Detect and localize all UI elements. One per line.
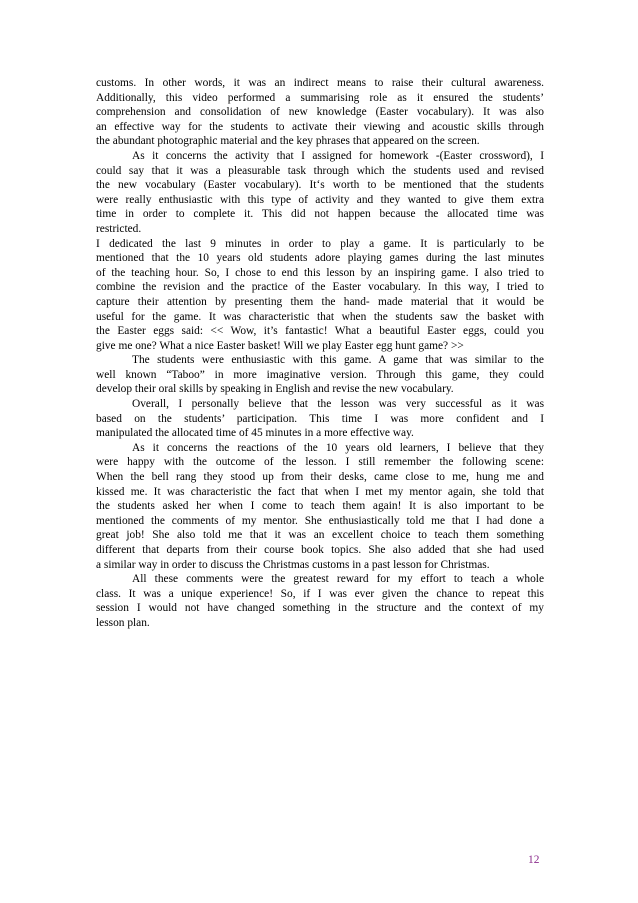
text-line: lesson plan. xyxy=(96,616,150,629)
text-line: were really enthusiastic with this type of activity and they wanted to give them extra xyxy=(96,193,544,206)
body-text xyxy=(96,76,544,631)
text-line: different that departs from their course book topics. She also added that she had used xyxy=(96,544,544,556)
text-line: customs. In other words, it was an indirect means to raise their cultural awareness. xyxy=(96,77,544,89)
text-line: Additionally, this video performed a summarising role as it ensured the students’ xyxy=(96,91,544,104)
text-line: I dedicated the last 9 minutes in order to play a game. It is particularly to be xyxy=(96,237,544,250)
text-line: time in order to complete it. This did not happen because the allocated time was xyxy=(96,208,544,221)
text-line: well known “Taboo” in more imaginative version. Through this game, they could xyxy=(96,368,544,381)
page-number: 12 xyxy=(528,854,540,866)
text-line: session I would not have changed something in the structure and the context of my xyxy=(96,602,544,615)
text-line: Overall, I personally believe that the lesson was very successful as it was xyxy=(132,398,544,411)
text-line: could say that it was a pleasurable task through which the students used and revised xyxy=(96,164,544,177)
text-line: manipulated the allocated time of 45 minutes in a more effective way. xyxy=(96,427,414,440)
text-line: class. It was a unique experience! So, if I was ever given the chance to repeat this xyxy=(96,587,544,600)
text-line: kissed me. It was characteristic the fact that when I met my mentor again, she told that xyxy=(96,485,544,498)
text-line: give me one? What a nice Easter basket! Will we play Easter egg hunt game? >> xyxy=(96,339,464,352)
text-line: As it concerns the activity that I assigned for homework -(Easter crossword), I xyxy=(132,149,544,162)
text-line: comprehension and consolidation of new knowledge (Easter vocabulary). It was also xyxy=(96,106,544,119)
text-line: of the teaching hour. So, I chose to end this lesson by an inspiring game. I also tried to xyxy=(96,266,544,279)
text-line: restricted. xyxy=(96,222,142,235)
text-line: capture their attention by presenting them the hand- made material that it would be xyxy=(96,295,544,308)
text-line: All these comments were the greatest reward for my effort to teach a whole xyxy=(132,573,544,586)
text-line: The students were enthusiastic with this game. A game that was similar to the xyxy=(132,354,544,367)
text-line: the students asked her when I come to teach them again! It is also important to be xyxy=(96,500,544,513)
text-line: great job! She also told me that it was an excellent choice to teach them something xyxy=(96,529,544,542)
text-line: the Easter eggs said: << Wow, it’s fantastic! What a beautiful Easter eggs, could you xyxy=(96,325,544,338)
text-line: useful for the game. It was characteristic that when the students saw the basket with xyxy=(96,310,544,323)
text-line: the abundant photographic material and the key phrases that appeared on the screen. xyxy=(96,135,480,148)
text-line: based on the students’ participation. This time I was more confident and I xyxy=(96,412,544,425)
text-line: combine the revision and the practice of the Easter vocabulary. In this way, I tried to xyxy=(96,281,544,294)
text-line: mentioned the comments of my mentor. She enthusiastically told me that I had done a xyxy=(96,514,544,527)
text-line: develop their oral skills by speaking in English and revise the new vocabulary. xyxy=(96,383,454,396)
text-line: the new vocabulary (Easter vocabulary). It‘s worth to be mentioned that the students xyxy=(96,179,544,192)
text-line: mentioned that the 10 years old students adore playing games during the last minutes xyxy=(96,252,544,265)
text-line: When the bell rang they stood up from their desks, came close to me, hung me and xyxy=(96,471,544,484)
text-line: As it concerns the reactions of the 10 years old learners, I believe that they xyxy=(132,441,544,454)
text-line: were happy with the outcome of the lesson. I still remember the following scene: xyxy=(96,456,544,469)
text-line: an effective way for the students to activate their viewing and acoustic skills through xyxy=(96,120,544,133)
text-line: a similar way in order to discuss the Christmas customs in a past lesson for Christmas. xyxy=(96,558,490,571)
